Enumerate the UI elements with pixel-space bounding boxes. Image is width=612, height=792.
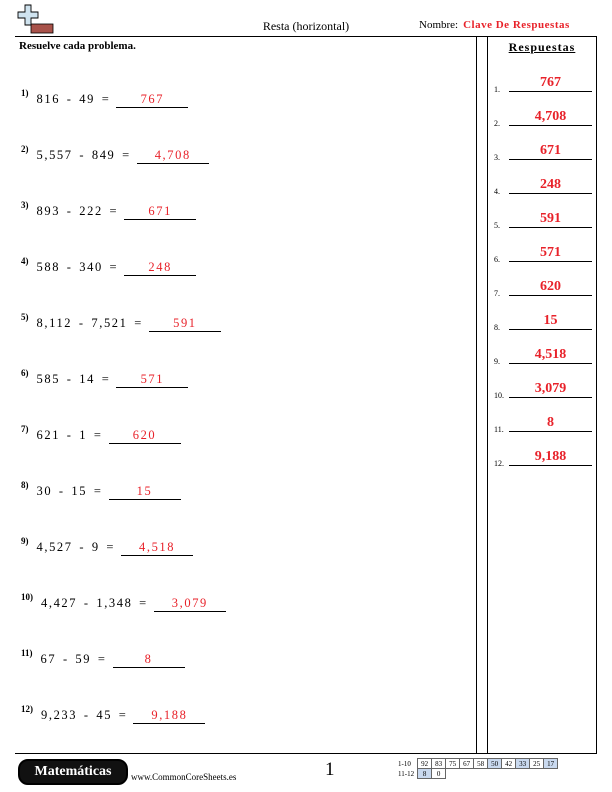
problem-number: 8)	[21, 480, 29, 490]
answer-key-item	[494, 414, 592, 434]
problem-number: 6)	[21, 368, 29, 378]
answer-key-value: 3,079	[509, 381, 592, 398]
problem-row	[21, 480, 181, 500]
answer-key-number: 12.	[494, 459, 504, 468]
answer-key-value: 4,518	[509, 347, 592, 364]
score-range-label: 11-12	[398, 769, 415, 778]
problem-expression: 4,427 - 1,348 =	[41, 596, 148, 610]
answer-key-item	[494, 210, 592, 230]
answer-key-number: 3.	[494, 153, 500, 162]
name-label: Nombre:	[419, 19, 459, 31]
answer-blank[interactable]: 4,518	[121, 540, 193, 556]
problem-row	[21, 144, 209, 164]
answers-heading: Respuestas	[508, 40, 576, 54]
problem-expression: 585 - 14 =	[36, 372, 111, 386]
answer-blank[interactable]: 591	[149, 316, 221, 332]
answer-blank[interactable]: 3,079	[154, 596, 226, 612]
answer-key-number: 5.	[494, 221, 500, 230]
problem-expression: 621 - 1 =	[36, 428, 103, 442]
problem-row	[21, 88, 188, 108]
brand-badge: Matemáticas	[18, 759, 128, 785]
footer-rule	[15, 753, 597, 754]
score-cell: 83	[432, 759, 446, 769]
answer-key-number: 1.	[494, 85, 500, 94]
problem-row	[21, 368, 188, 388]
problem-row	[21, 592, 226, 612]
answer-blank[interactable]: 9,188	[133, 708, 205, 724]
answer-key-value: 248	[509, 177, 592, 194]
answer-key-number: 11.	[494, 425, 504, 434]
answer-blank[interactable]: 8	[113, 652, 185, 668]
answer-key-value: 8	[509, 415, 592, 432]
column-divider	[487, 37, 488, 753]
answer-key-item	[494, 108, 592, 128]
score-cell: 50	[488, 759, 502, 769]
answer-key-value: 767	[509, 75, 592, 92]
answer-key-number: 6.	[494, 255, 500, 264]
answer-blank[interactable]: 620	[109, 428, 181, 444]
score-cell: 75	[446, 759, 460, 769]
problem-expression: 67 - 59 =	[40, 652, 107, 666]
problem-expression: 893 - 222 =	[36, 204, 119, 218]
problem-expression: 8,112 - 7,521 =	[36, 316, 143, 330]
answer-key-number: 4.	[494, 187, 500, 196]
problem-row	[21, 424, 181, 444]
instructions: Resuelve cada problema.	[19, 40, 136, 52]
score-cell: 0	[432, 769, 446, 779]
answer-key-number: 9.	[494, 357, 500, 366]
answer-key-value: 620	[509, 279, 592, 296]
problem-row	[21, 312, 221, 332]
score-table	[396, 758, 558, 779]
answer-key-value: 571	[509, 245, 592, 262]
score-cell: 33	[516, 759, 530, 769]
problem-row	[21, 536, 193, 556]
problem-expression: 816 - 49 =	[36, 92, 111, 106]
score-cell: 8	[418, 769, 432, 779]
answer-key-item	[494, 346, 592, 366]
answer-key-number: 7.	[494, 289, 500, 298]
column-divider	[476, 37, 477, 753]
answer-blank[interactable]: 248	[124, 260, 196, 276]
score-row	[396, 759, 558, 769]
problem-row	[21, 200, 196, 220]
problem-number: 1)	[21, 88, 29, 98]
page-number: 1	[325, 759, 335, 780]
answer-key-number: 10.	[494, 391, 504, 400]
score-cell: 67	[460, 759, 474, 769]
problem-expression: 9,233 - 45 =	[41, 708, 128, 722]
worksheet-title: Resta (horizontal)	[262, 19, 350, 33]
problem-number: 5)	[21, 312, 29, 322]
answer-key-item	[494, 448, 592, 468]
site-url: www.CommonCoreSheets.es	[131, 772, 237, 782]
answer-key-value: 591	[509, 211, 592, 228]
answer-key-item	[494, 278, 592, 298]
problem-number: 9)	[21, 536, 29, 546]
problem-row	[21, 704, 205, 724]
answer-blank[interactable]: 15	[109, 484, 181, 500]
problem-row	[21, 648, 185, 668]
name-value: Clave De Respuestas	[463, 19, 570, 31]
problem-number: 10)	[21, 592, 33, 602]
problem-expression: 30 - 15 =	[36, 484, 103, 498]
score-cell: 42	[502, 759, 516, 769]
problem-expression: 4,527 - 9 =	[36, 540, 116, 554]
score-cell: 92	[418, 759, 432, 769]
answer-key-number: 2.	[494, 119, 500, 128]
header-rule	[15, 36, 597, 37]
score-cell: 25	[530, 759, 544, 769]
answer-key-number: 8.	[494, 323, 500, 332]
answer-key-item	[494, 142, 592, 162]
answer-blank[interactable]: 4,708	[137, 148, 209, 164]
answer-key-value: 15	[509, 313, 592, 330]
answer-blank[interactable]: 767	[116, 92, 188, 108]
answer-blank[interactable]: 571	[116, 372, 188, 388]
problem-number: 3)	[21, 200, 29, 210]
problem-number: 7)	[21, 424, 29, 434]
score-row	[396, 769, 558, 779]
problem-number: 4)	[21, 256, 29, 266]
problem-expression: 588 - 340 =	[36, 260, 119, 274]
score-range-label: 1-10	[398, 759, 411, 768]
answer-key-item	[494, 176, 592, 196]
problem-number: 2)	[21, 144, 29, 154]
score-cell: 17	[544, 759, 558, 769]
answer-key-item	[494, 74, 592, 94]
answer-key-value: 4,708	[509, 109, 592, 126]
name-field	[419, 19, 570, 31]
score-cell: 58	[474, 759, 488, 769]
problem-row	[21, 256, 196, 276]
answer-key-value: 671	[509, 143, 592, 160]
problem-number: 11)	[21, 648, 33, 658]
answer-key-item	[494, 244, 592, 264]
answer-key-item	[494, 380, 592, 400]
right-border	[596, 37, 597, 753]
answer-key-item	[494, 312, 592, 332]
answer-blank[interactable]: 671	[124, 204, 196, 220]
answer-key-value: 9,188	[509, 449, 592, 466]
problem-number: 12)	[21, 704, 33, 714]
problem-expression: 5,557 - 849 =	[36, 148, 131, 162]
